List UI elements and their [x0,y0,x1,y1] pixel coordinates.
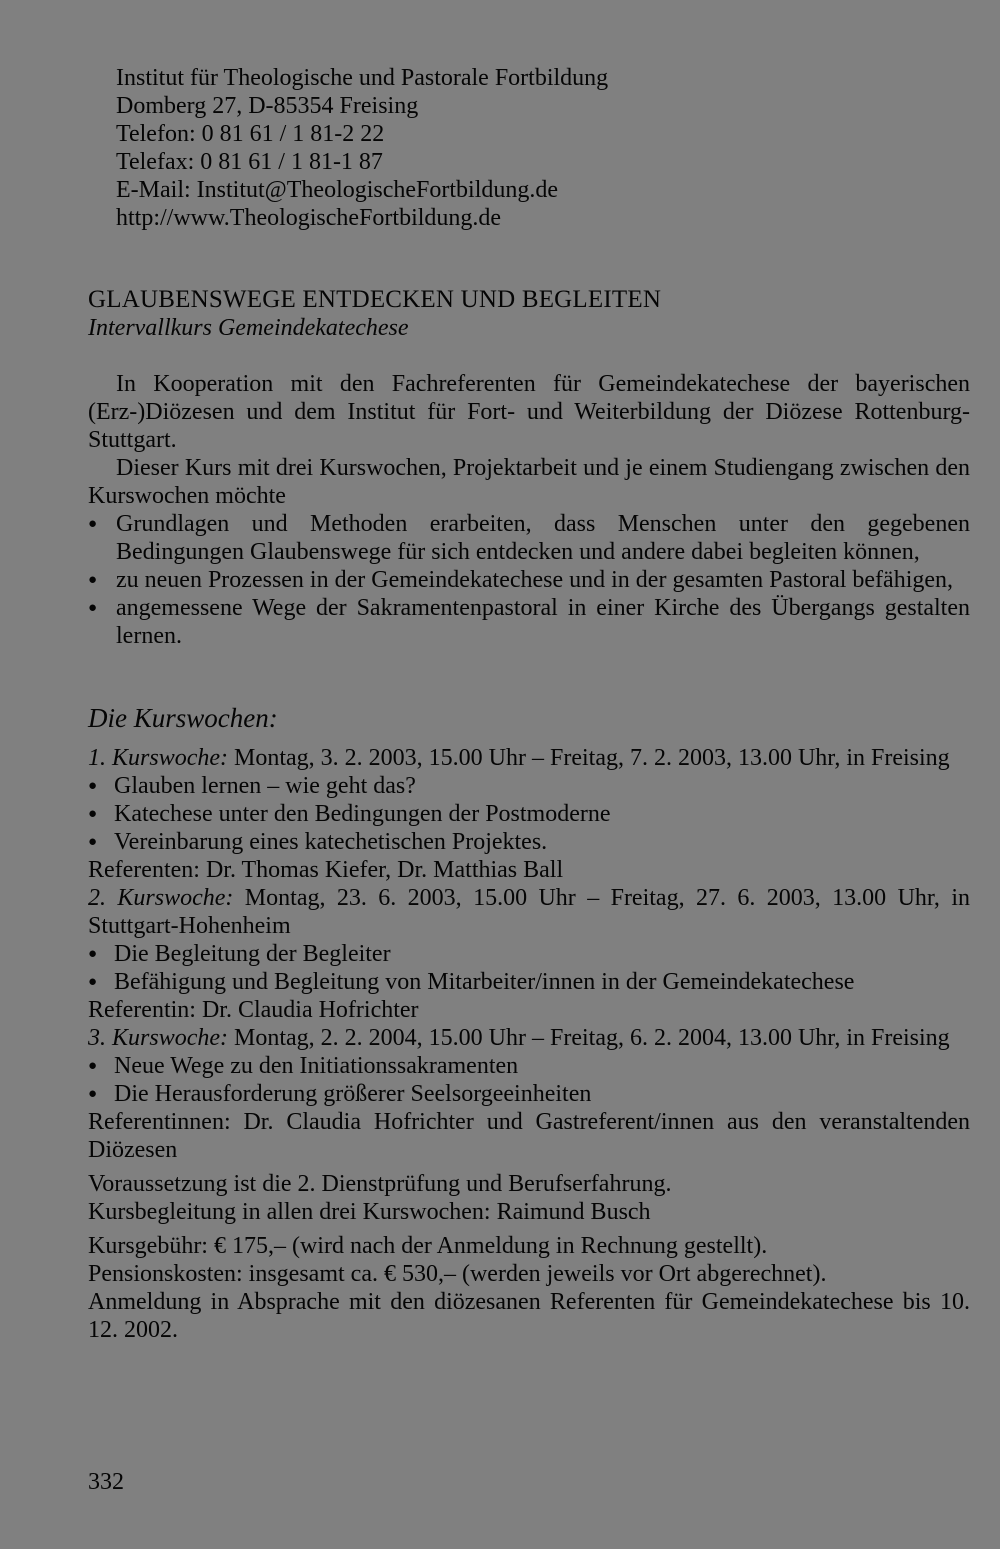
week-3-topics [88,1052,970,1108]
email-address: E-Mail: Institut@TheologischeFortbildung.de [116,177,559,203]
intro-cooperation: In Kooperation mit den Fachreferenten für Gemeindekatechese der bayerischen (Erz-)Diözesen und dem Institut für Fort- und Weiterbildung der Diözese Rottenburg-Stuttgart. [88,371,970,453]
kurswochen-heading: Die Kurswochen: [88,703,278,733]
week-2-topics [88,940,970,996]
institute-name: Institut für Theologische und Pastorale Fortbildung [116,65,609,91]
week-1-dates [88,744,970,772]
topic-item: ● Die Herausforderung größerer Seelsorgeeinheiten [88,1080,970,1108]
page-number: 332 [88,1469,124,1495]
intro-course-aims: Dieser Kurs mit drei Kurswochen, Projektarbeit und je einem Studiengang zwischen den Kurswochen möchte [88,455,970,509]
week-2 [88,884,970,1024]
week-2-dates [88,884,970,940]
course-accompaniment: Kursbegleitung in allen drei Kurswochen: Raimund Busch [88,1199,651,1225]
course-intro [88,370,970,650]
goals-list [88,510,970,650]
topic-item: ● Befähigung und Begleitung von Mitarbeiter/innen in der Gemeindekatechese [88,968,970,996]
website-url: http://www.TheologischeFortbildung.de [116,205,502,231]
topic-item: ● Katechese unter den Bedingungen der Postmoderne [88,800,970,828]
phone-number: Telefon: 0 81 61 / 1 81-2 22 [116,121,385,147]
topic-item: ● Neue Wege zu den Initiationssakramenten [88,1052,970,1080]
goal-item: ● Grundlagen und Methoden erarbeiten, dass Menschen unter den gegebenen Bedingungen Glaubenswege für sich entdecken und andere dabei begleiten können, [88,510,970,566]
institute-address [88,64,970,232]
week-1-label: 1. Kurswoche: [88,745,228,771]
registration-info: Anmeldung in Absprache mit den diözesanen Referenten für Gemeindekatechese bis 10. 12. 2002. [88,1289,970,1343]
week-1-speakers: Referenten: Dr. Thomas Kiefer, Dr. Matthias Ball [88,857,564,883]
course-subtitle: Intervallkurs Gemeindekatechese [88,315,409,341]
topic-item: ● Glauben lernen – wie geht das? [88,772,970,800]
week-3 [88,1024,970,1164]
board-costs: Pensionskosten: insgesamt ca. € 530,– (werden jeweils vor Ort abgerechnet). [88,1261,827,1287]
week-3-details: Montag, 2. 2. 2004, 15.00 Uhr – Freitag, 6. 2. 2004, 13.00 Uhr, in Freising [228,1025,950,1051]
course-fee: Kursgebühr: € 175,– (wird nach der Anmeldung in Rechnung gestellt). [88,1233,768,1259]
week-2-speakers: Referentin: Dr. Claudia Hofrichter [88,997,419,1023]
topic-item: ● Die Begleitung der Begleiter [88,940,970,968]
goal-item: ● angemessene Wege der Sakramentenpastoral in einer Kirche des Übergangs gestalten lernen. [88,594,970,650]
fax-number: Telefax: 0 81 61 / 1 81-1 87 [116,149,383,175]
requirements: Voraussetzung ist die 2. Dienstprüfung und Berufserfahrung. [88,1171,672,1197]
week-2-details: Montag, 23. 6. 2003, 15.00 Uhr – Freitag, 27. 6. 2003, 13.00 Uhr, in Stuttgart-Hohenheim [88,885,971,939]
week-1-topics [88,772,970,856]
street-address: Domberg 27, D-85354 Freising [116,93,419,119]
week-3-speakers: Referentinnen: Dr. Claudia Hofrichter und Gastreferent/innen aus den veranstaltenden Diözesen [88,1109,970,1163]
topic-item: ● Vereinbarung eines katechetischen Projektes. [88,828,970,856]
week-2-label: 2. Kurswoche: [88,885,234,911]
goal-item: ● zu neuen Prozessen in der Gemeindekatechese und in der gesamten Pastoral befähigen, [88,566,970,594]
week-3-dates [88,1024,970,1052]
course-title: GLAUBENSWEGE ENTDECKEN UND BEGLEITEN [88,286,662,313]
page-content [88,64,970,1344]
week-1 [88,744,970,884]
week-3-label: 3. Kurswoche: [88,1025,228,1051]
week-1-details: Montag, 3. 2. 2003, 15.00 Uhr – Freitag, 7. 2. 2003, 13.00 Uhr, in Freising [228,745,950,771]
